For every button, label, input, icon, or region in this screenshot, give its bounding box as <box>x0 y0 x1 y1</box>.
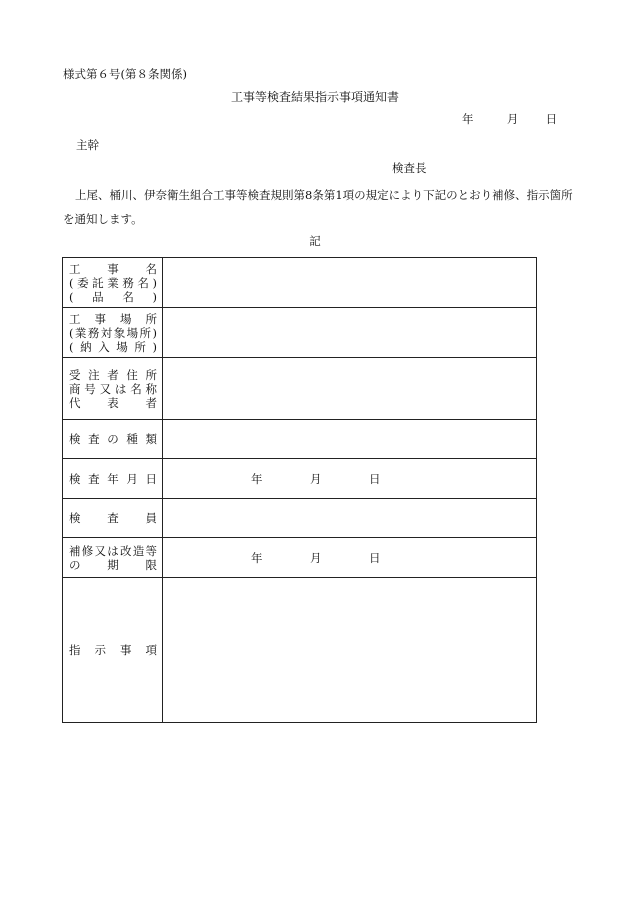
label-inspection-date: 検 査 年 月 日 <box>63 459 163 499</box>
row-instructions <box>63 578 537 723</box>
date-day: 日 <box>545 112 558 126</box>
date-year: 年 <box>251 550 263 565</box>
value-inspection-type[interactable] <box>163 420 537 459</box>
label-instructions: 指 示 事 項 <box>63 578 163 723</box>
row-inspection-type <box>63 420 537 459</box>
label-construction-place: 工 事 場 所 ( 業 務 対 象 場 所 ) ( 納 入 場 所 ) <box>63 308 163 358</box>
value-contractor[interactable] <box>163 358 537 420</box>
date-day: 日 <box>369 471 381 486</box>
date-month: 月 <box>506 112 519 126</box>
label-repair-deadline: 補 修 又 は 改 造 等 の 期 限 <box>63 538 163 578</box>
date-month: 月 <box>310 550 322 565</box>
header-date <box>462 111 557 127</box>
row-construction-name <box>63 258 537 308</box>
value-construction-name[interactable] <box>163 258 537 308</box>
body-text: 上尾、桶川、伊奈衛生組合工事等検査規則第8条第1項の規定により下記のとおり補修、指示箇所を通知します。 <box>63 188 573 226</box>
value-construction-place[interactable] <box>163 308 537 358</box>
value-inspection-date[interactable] <box>163 459 537 499</box>
sender: 検査長 <box>392 161 427 175</box>
row-repair-deadline <box>63 538 537 578</box>
label-contractor: 受 注 者 住 所 商 号 又 は 名 称 代 表 者 <box>63 358 163 420</box>
form-number: 様式第６号(第８条関係) <box>63 67 187 81</box>
inspection-form-table <box>62 257 537 723</box>
label-construction-name: 工 事 名 ( 委 託 業 務 名 ) ( 品 名 ) <box>63 258 163 308</box>
value-repair-deadline[interactable] <box>163 538 537 578</box>
addressee: 主幹 <box>76 138 99 152</box>
row-inspection-date <box>63 459 537 499</box>
label-inspection-type: 検 査 の 種 類 <box>63 420 163 459</box>
row-construction-place <box>63 308 537 358</box>
date-year: 年 <box>251 471 263 486</box>
row-contractor <box>63 358 537 420</box>
date-day: 日 <box>369 550 381 565</box>
label-inspector: 検 査 員 <box>63 499 163 538</box>
date-year: 年 <box>462 112 474 126</box>
document-title: 工事等検査結果指示事項通知書 <box>230 90 399 104</box>
value-inspector[interactable] <box>163 499 537 538</box>
value-instructions[interactable] <box>163 578 537 723</box>
row-inspector <box>63 499 537 538</box>
date-month: 月 <box>310 471 322 486</box>
ki-heading: 記 <box>309 234 321 248</box>
